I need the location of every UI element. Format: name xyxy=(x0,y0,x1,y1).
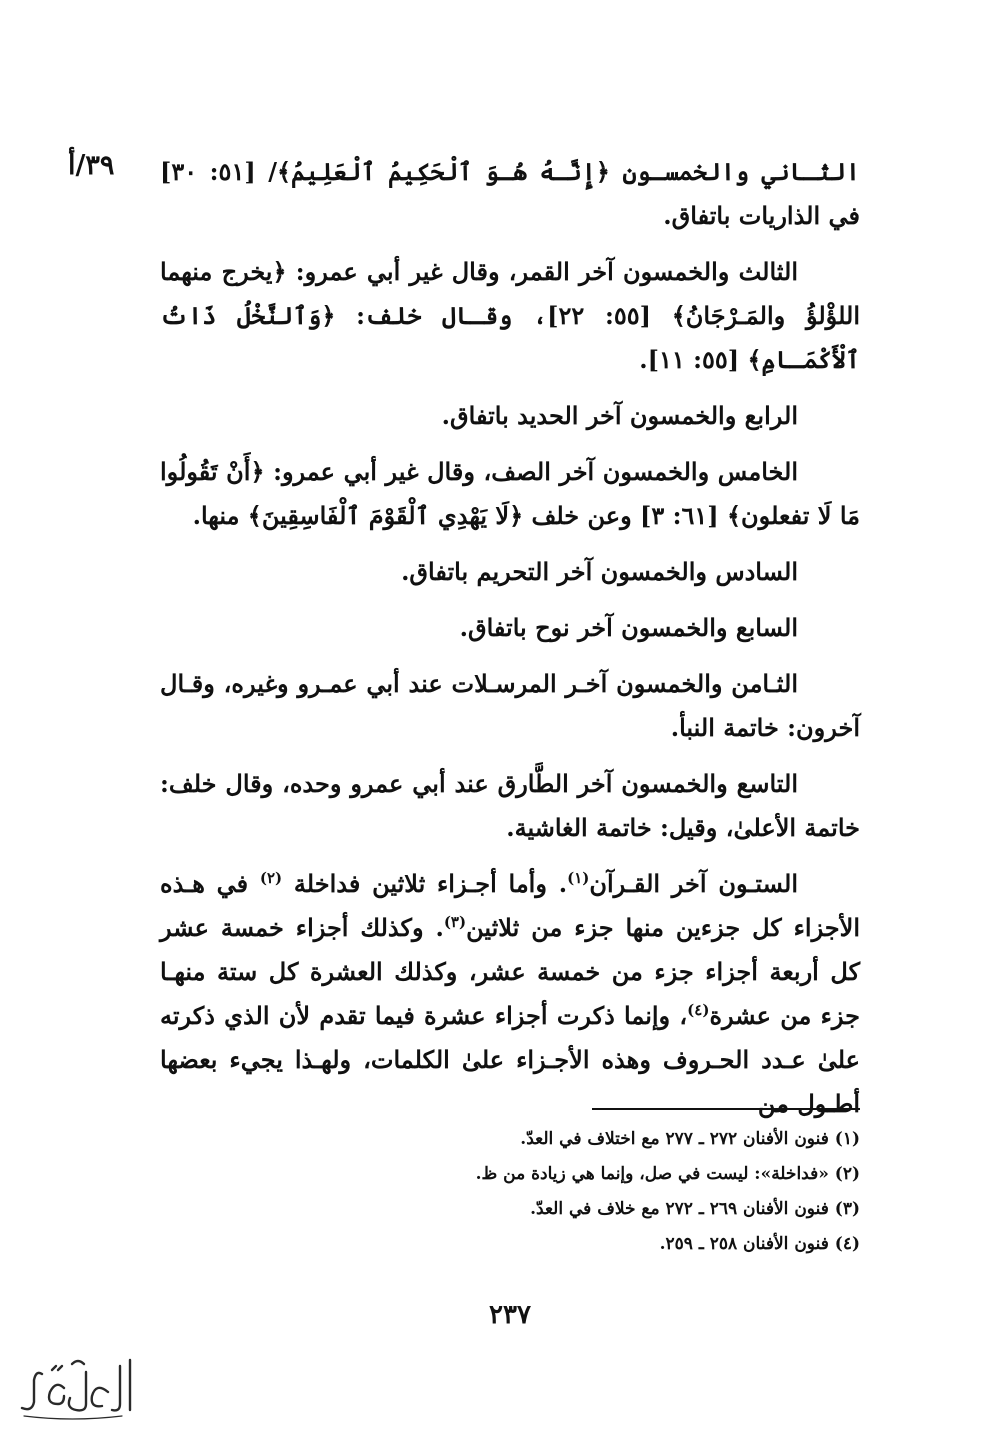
footnote-2: (٢) «فداخلة»: ليست في صل، وإنما هي زيادة من ظ. xyxy=(475,1164,860,1184)
paragraph-52: الثـاني والخمسـون ﴿إِنَّـهُ هُـوَ ٱلْحَكِيمُ ٱلْعَلِيمُ﴾/ [٥١: ٣٠] في الذاريات باتفاق. xyxy=(160,157,860,230)
paragraph-60-part-1: الستـون آخر القـرآن xyxy=(589,869,799,898)
paragraph-60-part-3: في هـذه الأجزاء كل جزءين منها جزء من ثلاثين xyxy=(160,869,860,942)
paragraph-54: الرابع والخمسون آخر الحديد باتفاق. xyxy=(441,401,798,430)
footnotes xyxy=(300,1122,860,1262)
footnote-4: (٤) فنون الأفنان ٢٥٨ ـ ٢٥٩. xyxy=(659,1234,860,1254)
calligraphic-logo-icon xyxy=(12,1352,142,1424)
paragraph-58: الثـامن والخمسون آخـر المرسـلات عند أبي عمـرو وغيره، وقـال آخرون: خاتمة النبأ. xyxy=(160,669,860,742)
library-logo-stamp xyxy=(12,1352,142,1424)
paragraph-60-part-4: . وكذلك أجزاء خمسة عشر كل أربعة أجزاء جزء من خمسة عشر، وكذلك العشرة كل ستة منهـا جزء من عشرة xyxy=(160,913,860,1030)
paragraph-60 xyxy=(160,862,860,1126)
page-number: ٢٣٧ xyxy=(489,1300,531,1330)
footnote-ref-1[interactable]: (١) xyxy=(567,869,590,887)
paragraph-56: السادس والخمسون آخر التحريم باتفاق. xyxy=(401,557,798,586)
footnote-ref-3[interactable]: (٣) xyxy=(443,913,467,931)
footnote-ref-4[interactable]: (٤) xyxy=(687,1001,710,1019)
paragraph-60-part-2: . وأما أجـزاء ثلاثين فداخلة xyxy=(282,869,568,898)
footnote-separator xyxy=(592,1108,860,1110)
footnote-3: (٣) فنون الأفنان ٢٦٩ ـ ٢٧٢ مع خلاف في العدّ. xyxy=(530,1199,860,1219)
paragraph-55: الخامس والخمسون آخر الصف، وقال غير أبي عمرو: ﴿أَنْ تَقُولُوا مَا لَا تفعلون﴾ [٦١: ٣] وعن خلف ﴿لَا يَهْدِي ٱلْقَوْمَ ٱلْفَاسِقِينَ﴾ منها. xyxy=(160,457,860,530)
paragraph-60-part-5: ، وإنما ذكرت أجزاء عشرة فيما تقدم لأن الذي ذكرته علىٰ عـدد الحـروف وهذه الأجـزاء علىٰ الكلمات، ولهـذا يجيء بعضها أطـول من xyxy=(160,1001,860,1118)
paragraph-53: الثالث والخمسون آخر القمر، وقال غير أبي عمرو: ﴿يخرج منهما اللؤْلؤُ والمَـرْجَانُ﴾ [٥٥: ٢٢]، وقـال خلف: ﴿وَٱلنَّخْلُ ذَاتُ ٱلْأَكْمَـامِ﴾ [٥٥: ١١]. xyxy=(160,257,861,374)
paragraph-59: التاسع والخمسون آخر الطَّارق عند أبي عمرو وحده، وقال خلف: خاتمة الأعلىٰ، وقيل: خاتمة الغاشية. xyxy=(160,769,860,842)
footnote-ref-2[interactable]: (٢) xyxy=(259,869,283,887)
manuscript-folio-reference: ٣٩/أ xyxy=(68,150,115,181)
main-text-block xyxy=(160,150,860,1138)
paragraph-57: السابع والخمسون آخر نوح باتفاق. xyxy=(459,613,798,642)
footnote-1: (١) فنون الأفنان ٢٧٢ ـ ٢٧٧ مع اختلاف في العدّ. xyxy=(520,1129,860,1149)
